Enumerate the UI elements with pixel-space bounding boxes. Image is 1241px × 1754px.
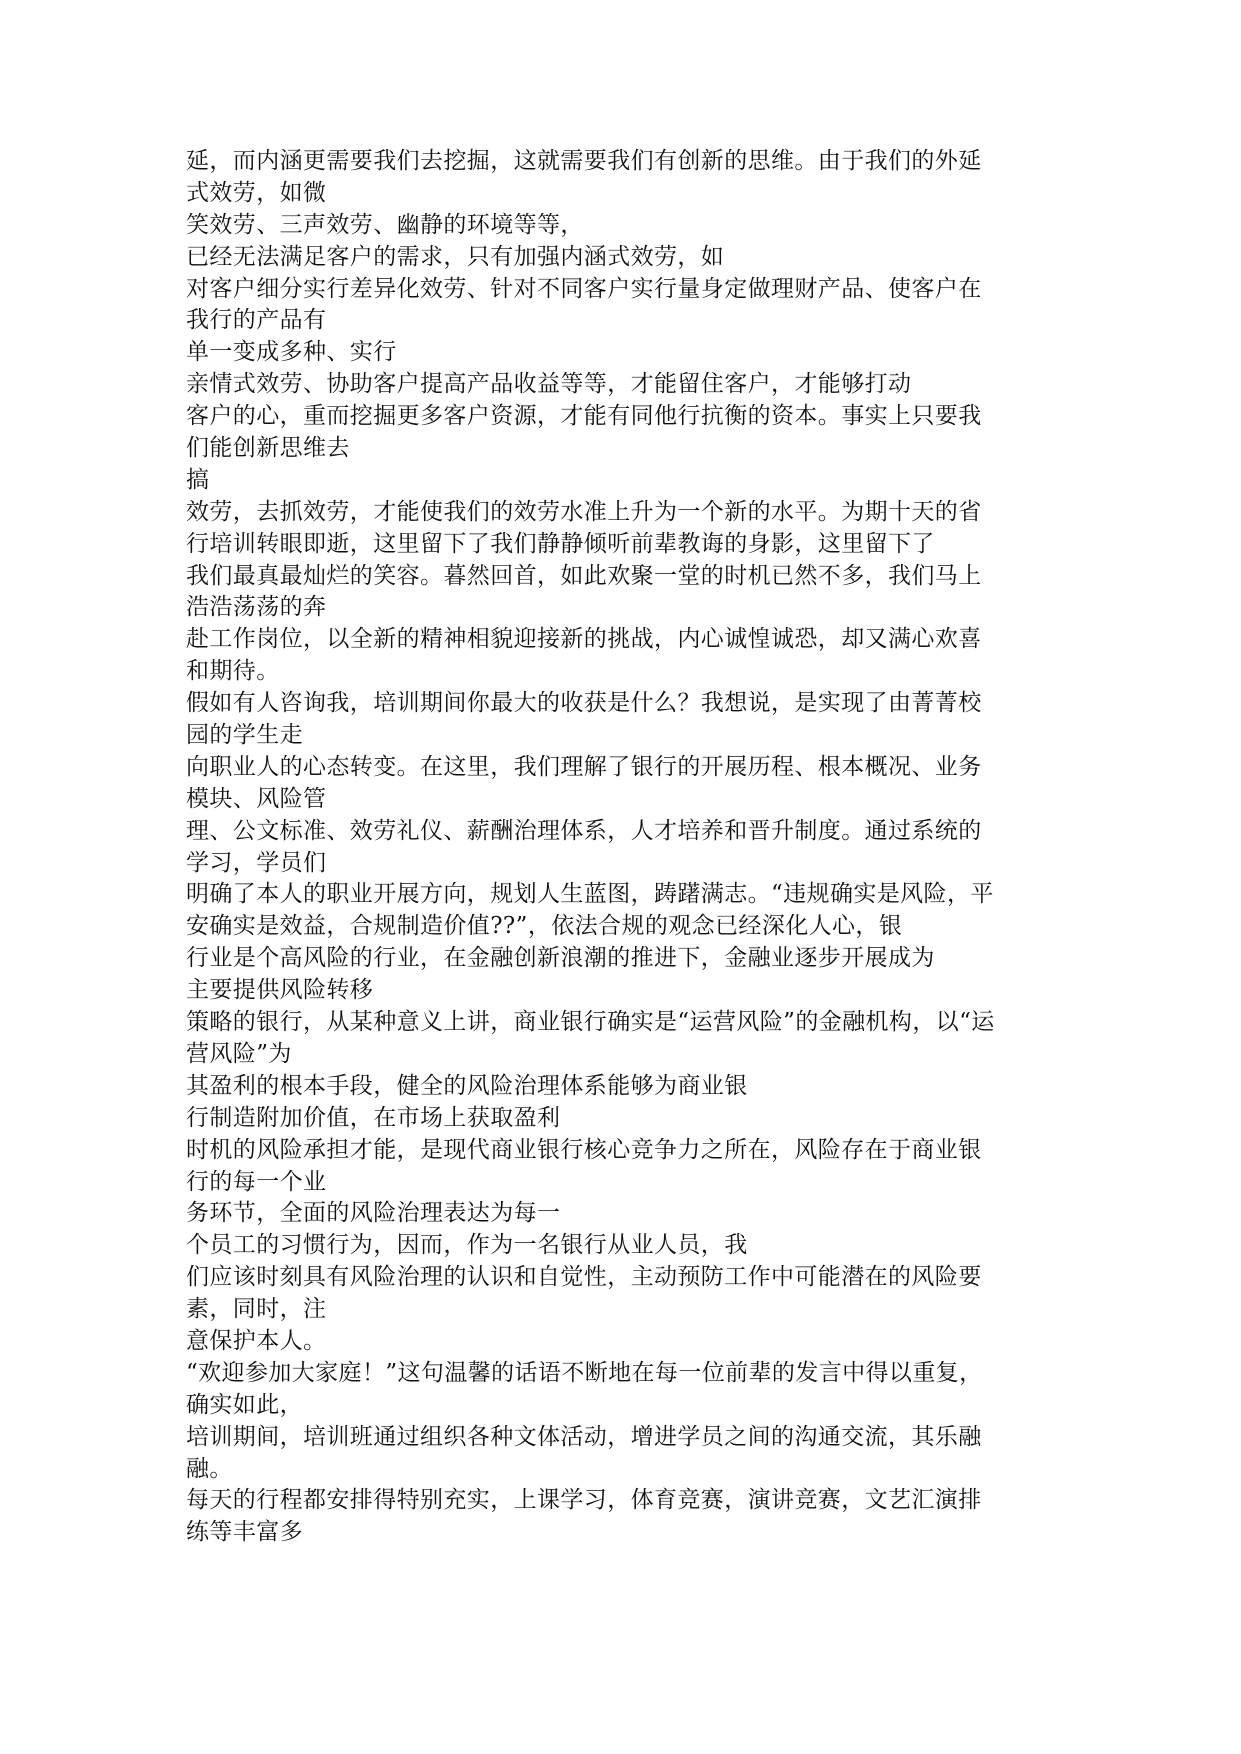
text-line: 练等丰富多 [186,1519,303,1546]
text-line: 培训期间，培训班通过组织各种文体活动，增进学员之间的沟通交流，其乐融 [186,1423,982,1450]
text-line: 安确实是效益，合规制造价值??”，依法合规的观念已经深化人心，银 [186,913,903,940]
text-line: 我们最真最灿烂的笑容。暮然回首，如此欢聚一堂的时机已然不多，我们马上 [186,562,982,589]
text-line: 时机的风险承担才能，是现代商业银行核心竞争力之所在，风险存在于商业银 [186,1136,982,1163]
text-line: 行业是个高风险的行业，在金融创新浪潮的推进下，金融业逐步开展成为 [186,945,935,972]
text-line: 赴工作岗位，以全新的精神相貌迎接新的挑战，内心诚惶诚恐，却又满心欢喜 [186,626,982,653]
text-line: 效劳，去抓效劳，才能使我们的效劳水准上升为一个新的水平。为期十天的省 [186,498,982,525]
text-line: 融。 [186,1455,233,1482]
text-line: 向职业人的心态转变。在这里，我们理解了银行的开展历程、根本概况、业务 [186,753,982,780]
text-line: 策略的银行，从某种意义上讲，商业银行确实是“运营风险”的金融机构，以“运 [186,1009,995,1036]
text-line: 我行的产品有 [186,307,327,334]
text-line: 行制造附加价值，在市场上获取盈利 [186,1104,561,1131]
text-line: 主要提供风险转移 [186,977,374,1004]
text-line: 意保护本人。 [186,1327,327,1354]
text-line: 浩浩荡荡的奔 [186,594,327,621]
text-line: 每天的行程都安排得特别充实，上课学习，体育竞赛，演讲竞赛，文艺汇演排 [186,1487,982,1514]
text-line: 务环节，全面的风险治理表达为每一 [186,1200,561,1227]
text-line: 行培训转眼即逝，这里留下了我们静静倾听前辈教诲的身影，这里留下了 [186,530,935,557]
text-line: “欢迎参加大家庭！”这句温馨的话语不断地在每一位前辈的发言中得以重复， [186,1359,983,1386]
text-line: 单一变成多种、实行 [186,339,397,366]
text-line: 和期待。 [186,658,280,685]
document-body [186,146,1036,1549]
text-line: 确实如此， [186,1391,303,1418]
text-line: 学习，学员们 [186,849,327,876]
text-line: 搞 [186,466,210,493]
text-line: 明确了本人的职业开展方向，规划人生蓝图，踌躇满志。“违规确实是风险，平 [186,881,994,908]
text-line: 模块、风险管 [186,785,327,812]
text-line: 式效劳，如微 [186,179,327,206]
text-line: 个员工的习惯行为，因而，作为一名银行从业人员，我 [186,1232,748,1259]
text-line: 对客户细分实行差异化效劳、针对不同客户实行量身定做理财产品、使客户在 [186,275,982,302]
text-line: 营风险”为 [186,1040,292,1067]
text-line: 园的学生走 [186,722,303,749]
text-line: 笑效劳、三声效劳、幽静的环境等等， [186,211,584,238]
text-line: 们能创新思维去 [186,435,350,462]
text-line: 行的每一个业 [186,1168,327,1195]
text-line: 延，而内涵更需要我们去挖掘，这就需要我们有创新的思维。由于我们的外延 [186,148,982,174]
text-line: 素，同时，注 [186,1296,327,1323]
text-line: 客户的心，重而挖掘更多客户资源，才能有同他行抗衡的资本。事实上只要我 [186,403,982,430]
text-line: 假如有人咨询我，培训期间你最大的收获是什么？我想说，是实现了由菁菁校 [186,690,982,717]
text-line: 其盈利的根本手段，健全的风险治理体系能够为商业银 [186,1072,748,1099]
text-line: 们应该时刻具有风险治理的认识和自觉性，主动预防工作中可能潜在的风险要 [186,1264,982,1291]
text-line: 亲情式效劳、协助客户提高产品收益等等，才能留住客户，才能够打动 [186,371,912,398]
text-line: 理、公文标准、效劳礼仪、薪酬治理体系，人才培养和晋升制度。通过系统的 [186,817,982,844]
text-line: 已经无法满足客户的需求，只有加强内涵式效劳，如 [186,243,725,270]
